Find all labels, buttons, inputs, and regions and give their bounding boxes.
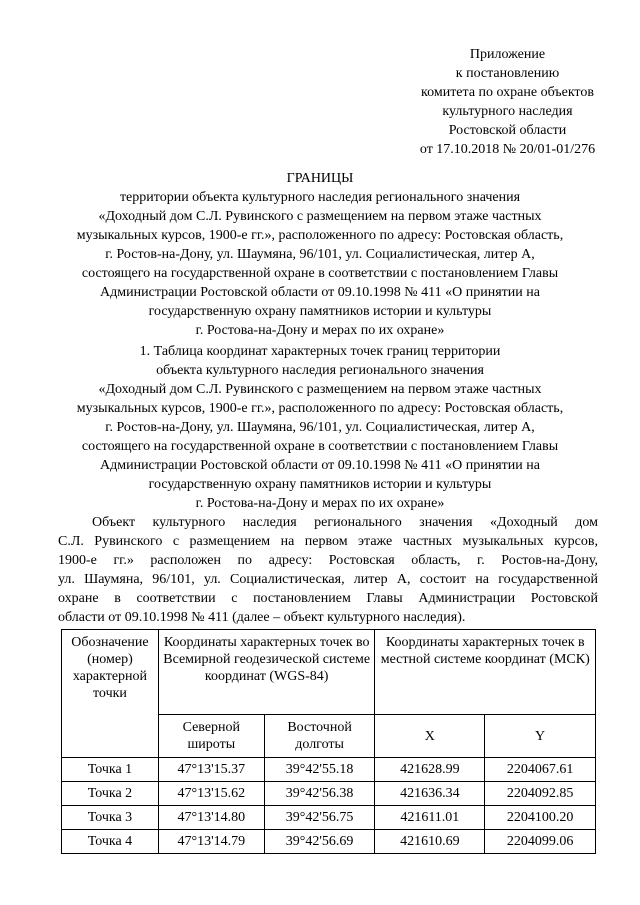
cell-lon: 39°42'56.75 <box>264 806 375 830</box>
cell-lon: 39°42'56.69 <box>264 830 375 854</box>
appendix-header <box>365 45 640 159</box>
intro-line: г. Ростов-на-Дону, ул. Шаумяна, 96/101, ул. Социалистическая, литер А, <box>105 247 535 262</box>
header-msk: Координаты характерных точек в местной системе координат (МСК) <box>375 630 596 715</box>
paragraph-line: ул. Шаумяна, 96/101, ул. Социалистическая, литер А, состоит на государственной <box>58 572 598 587</box>
intro-line: г. Ростова-на-Дону и мерах по их охране» <box>195 323 445 338</box>
paragraph-line: С.Л. Рувинского с размещением на первом этаже частных музыкальных курсов, <box>58 534 598 549</box>
section-line: состоящего на государственной охране в соответствии с постановлением Главы <box>81 439 559 454</box>
section-line: 1. Таблица координат характерных точек границ территории <box>139 344 501 359</box>
section-line: г. Ростова-на-Дону и мерах по их охране» <box>195 496 445 511</box>
intro-line: «Доходный дом С.Л. Рувинского с размещением на первом этаже частных <box>98 209 542 224</box>
appendix-line: комитета по охране объектов <box>421 85 594 100</box>
section-line: объекта культурного наследия регионального значения <box>156 363 484 378</box>
intro-block <box>0 188 640 340</box>
appendix-line: к постановлению <box>455 66 560 81</box>
section-1-heading <box>0 342 640 513</box>
intro-line: состоящего на государственной охране в соответствии с постановлением Главы <box>81 266 559 281</box>
appendix-line: от 17.10.2018 № 20/01-01/276 <box>419 142 596 157</box>
appendix-line: культурного наследия <box>442 104 573 119</box>
header-wgs: Координаты характерных точек во Всемирной геодезической системе координат (WGS-84) <box>158 630 375 715</box>
cell-x: 421628.99 <box>375 758 485 782</box>
section-line: Администрации Ростовской области от 09.10.1998 № 411 «О принятии на <box>100 458 540 473</box>
cell-lat: 47°13'14.80 <box>158 806 264 830</box>
section-line: музыкальных курсов, 1900-е гг.», расположенного по адресу: Ростовская область, <box>76 401 564 416</box>
table-row <box>62 806 596 830</box>
section-line: «Доходный дом С.Л. Рувинского с размещением на первом этаже частных <box>98 382 542 397</box>
intro-line: территории объекта культурного наследия регионального значения <box>119 190 521 205</box>
intro-line: государственную охрану памятников истории и культуры <box>148 304 492 319</box>
cell-point: Точка 1 <box>62 758 159 782</box>
header-y: Y <box>485 715 596 758</box>
cell-x: 421610.69 <box>375 830 485 854</box>
appendix-line: Приложение <box>469 47 546 62</box>
header-longitude: Восточной долготы <box>264 715 375 758</box>
paragraph-line: 1900-е гг.» расположен по адресу: Ростовская область, г. Ростов-на-Дону, <box>58 553 598 568</box>
coordinates-table <box>61 629 596 854</box>
appendix-line: Ростовской области <box>448 123 567 138</box>
table-row <box>62 758 596 782</box>
cell-lat: 47°13'14.79 <box>158 830 264 854</box>
header-designation: Обозначение (номер) характерной точки <box>62 630 159 758</box>
paragraph-line: охране в соответствии с постановлением Главы Администрации Ростовской <box>58 591 598 606</box>
cell-x: 421611.01 <box>375 806 485 830</box>
cell-point: Точка 3 <box>62 806 159 830</box>
header-latitude: Северной широты <box>158 715 264 758</box>
section-line: г. Ростов-на-Дону, ул. Шаумяна, 96/101, ул. Социалистическая, литер А, <box>105 420 535 435</box>
cell-point: Точка 2 <box>62 782 159 806</box>
description-paragraph <box>58 513 598 627</box>
cell-y: 2204092.85 <box>485 782 596 806</box>
document-title: ГРАНИЦЫ <box>286 171 354 186</box>
cell-lat: 47°13'15.37 <box>158 758 264 782</box>
cell-lon: 39°42'55.18 <box>264 758 375 782</box>
section-line: государственную охрану памятников истории и культуры <box>148 477 492 492</box>
paragraph-line: Объект культурного наследия регионального значения «Доходный дом <box>92 515 598 530</box>
table-row <box>62 830 596 854</box>
cell-x: 421636.34 <box>375 782 485 806</box>
cell-point: Точка 4 <box>62 830 159 854</box>
cell-y: 2204099.06 <box>485 830 596 854</box>
table-header-row <box>62 630 596 715</box>
intro-line: Администрации Ростовской области от 09.10.1998 № 411 «О принятии на <box>100 285 540 300</box>
cell-lon: 39°42'56.38 <box>264 782 375 806</box>
intro-line: музыкальных курсов, 1900-е гг.», расположенного по адресу: Ростовская область, <box>76 228 564 243</box>
cell-lat: 47°13'15.62 <box>158 782 264 806</box>
header-x: X <box>375 715 485 758</box>
cell-y: 2204067.61 <box>485 758 596 782</box>
cell-y: 2204100.20 <box>485 806 596 830</box>
table-row <box>62 782 596 806</box>
paragraph-line: области от 09.10.1998 № 411 (далее – объект культурного наследия). <box>58 610 466 625</box>
